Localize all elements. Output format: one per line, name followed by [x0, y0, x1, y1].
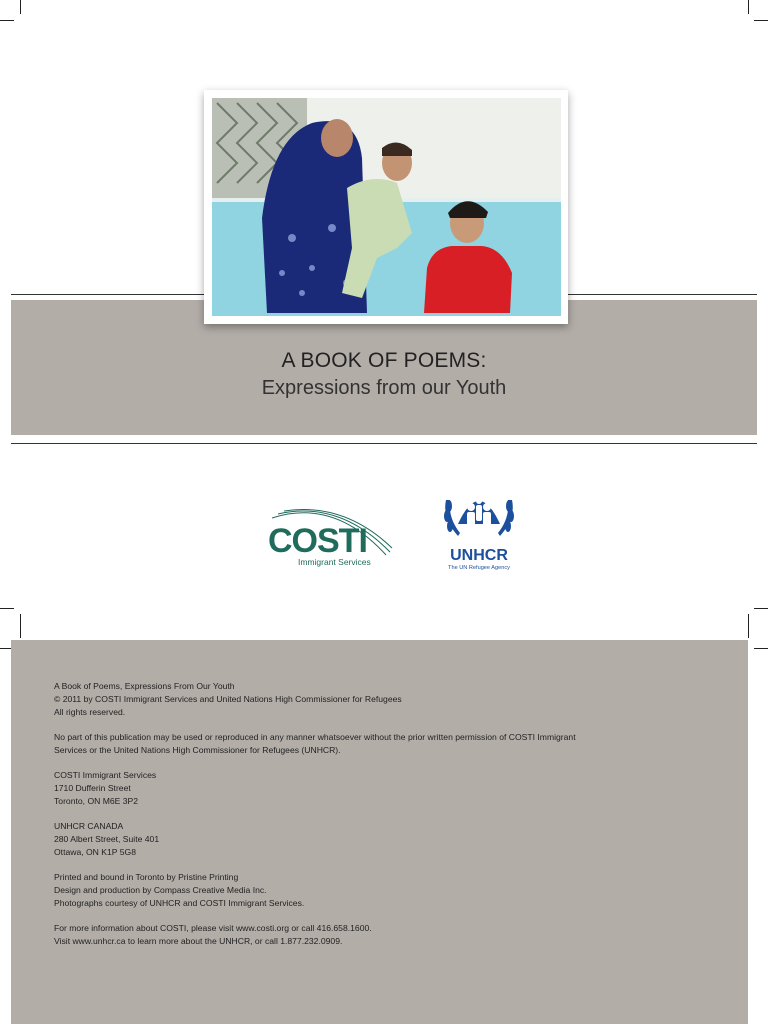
unhcr-logo-tagline: The UN Refugee Agency [448, 565, 510, 571]
imprint-line: For more information about COSTI, please visit www.costi.org or call 416.658.1600. [54, 923, 372, 933]
book-title: A BOOK OF POEMS: [281, 349, 487, 372]
imprint-text [54, 680, 694, 960]
imprint-line: Ottawa, ON K1P 5G8 [54, 847, 136, 857]
costi-logo-tagline: Immigrant Services [298, 557, 371, 567]
cover-photo-frame [204, 90, 568, 324]
imprint-block-unhcr-address [54, 820, 694, 859]
imprint-line: No part of this publication may be used or reproduced in any manner whatsoever without the prior written permission of COSTI Immigrant [54, 732, 576, 742]
imprint-line: 280 Albert Street, Suite 401 [54, 834, 160, 844]
unhcr-logo [436, 480, 522, 572]
crop-mark [20, 614, 21, 638]
imprint-line: Photographs courtesy of UNHCR and COSTI Immigrant Services. [54, 898, 305, 908]
imprint-line: © 2011 by COSTI Immigrant Services and United Nations High Commissioner for Refugees [54, 694, 402, 704]
costi-logo [264, 500, 394, 570]
imprint-block-production [54, 871, 694, 910]
crop-mark [20, 0, 21, 14]
imprint-block-title [54, 680, 694, 719]
photo-children-icon [212, 98, 561, 316]
crop-mark [754, 648, 768, 649]
imprint-line: Design and production by Compass Creative Media Inc. [54, 885, 267, 895]
crop-mark [748, 0, 749, 14]
imprint-line: A Book of Poems, Expressions From Our Youth [54, 681, 235, 691]
imprint-line: 1710 Dufferin Street [54, 783, 131, 793]
imprint-line: UNHCR CANADA [54, 821, 124, 831]
imprint-block-contact [54, 922, 694, 948]
imprint-panel [11, 640, 748, 1024]
imprint-line: All rights reserved. [54, 707, 126, 717]
imprint-line: Visit www.unhcr.ca to learn more about the UNHCR, or call 1.877.232.0909. [54, 936, 343, 946]
crop-mark [748, 614, 749, 638]
costi-logo-name: COSTI [268, 522, 367, 560]
imprint-block-costi-address [54, 769, 694, 808]
imprint-line: Toronto, ON M6E 3P2 [54, 796, 139, 806]
imprint-line: Printed and bound in Toronto by Pristine Printing [54, 872, 239, 882]
crop-mark [754, 20, 768, 21]
crop-mark [0, 20, 14, 21]
imprint-block-permission [54, 731, 694, 757]
crop-mark [0, 608, 14, 609]
unhcr-logo-name: UNHCR [450, 547, 508, 564]
crop-mark [754, 608, 768, 609]
rule-bottom [11, 443, 757, 444]
imprint-line: COSTI Immigrant Services [54, 770, 157, 780]
imprint-line: Services or the United Nations High Commissioner for Refugees (UNHCR). [54, 745, 341, 755]
book-subtitle: Expressions from our Youth [261, 377, 507, 399]
